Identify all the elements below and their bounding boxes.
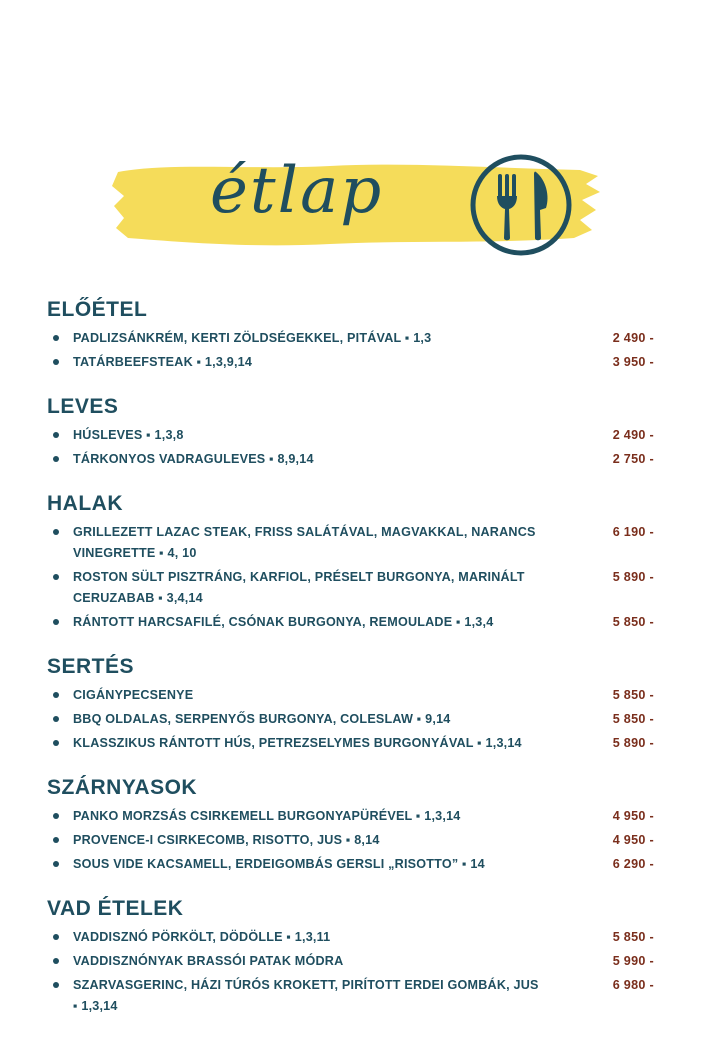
dish-price: 2 490 - bbox=[612, 331, 654, 345]
menu-section bbox=[46, 395, 666, 470]
dish-price: 6 290 - bbox=[612, 857, 654, 871]
menu-item bbox=[46, 733, 666, 754]
dish-name: PROVENCE-I CSIRKECOMB, RISOTTO, JUS ▪ 8,14 bbox=[73, 833, 380, 847]
menu-list bbox=[46, 298, 666, 1039]
menu-item bbox=[46, 927, 666, 948]
dish-name: SZARVASGERINC, HÁZI TÚRÓS KROKETT, PIRÍTOTT ERDEI GOMBÁK, JUS ▪ 1,3,14 bbox=[73, 978, 539, 1013]
bullet-icon bbox=[53, 692, 59, 698]
dish-name: CIGÁNYPECSENYE bbox=[73, 688, 194, 702]
bullet-icon bbox=[53, 619, 59, 625]
bullet-icon bbox=[53, 982, 59, 988]
bullet-icon bbox=[53, 456, 59, 462]
dish-price: 2 490 - bbox=[612, 428, 654, 442]
menu-section bbox=[46, 655, 666, 754]
dish-price: 4 950 - bbox=[612, 809, 654, 823]
section-title: SERTÉS bbox=[47, 655, 135, 678]
bullet-icon bbox=[53, 529, 59, 535]
bullet-icon bbox=[53, 432, 59, 438]
section-title: LEVES bbox=[47, 395, 119, 418]
bullet-icon bbox=[53, 716, 59, 722]
dish-name: TÁRKONYOS VADRAGULEVES ▪ 8,9,14 bbox=[73, 452, 314, 466]
menu-header bbox=[110, 140, 610, 270]
bullet-icon bbox=[53, 740, 59, 746]
menu-item bbox=[46, 449, 666, 470]
dish-price: 5 890 - bbox=[612, 570, 654, 584]
menu-section bbox=[46, 897, 666, 1017]
menu-item bbox=[46, 975, 666, 1017]
dish-name: ROSTON SÜLT PISZTRÁNG, KARFIOL, PRÉSELT BURGONYA, MARINÁLT CERUZABAB ▪ 3,4,14 bbox=[73, 570, 525, 605]
fork-knife-icon bbox=[466, 150, 576, 260]
dish-name: PADLIZSÁNKRÉM, KERTI ZÖLDSÉGEKKEL, PITÁVAL ▪ 1,3 bbox=[73, 331, 432, 345]
dish-price: 2 750 - bbox=[612, 452, 654, 466]
dish-price: 5 890 - bbox=[612, 736, 654, 750]
dish-name: KLASSZIKUS RÁNTOTT HÚS, PETREZSELYMES BURGONYÁVAL ▪ 1,3,14 bbox=[73, 736, 522, 750]
dish-name: VADDISZNÓNYAK BRASSÓI PATAK MÓDRA bbox=[73, 954, 344, 968]
bullet-icon bbox=[53, 861, 59, 867]
dish-price: 5 990 - bbox=[612, 954, 654, 968]
menu-item bbox=[46, 685, 666, 706]
dish-price: 6 190 - bbox=[612, 525, 654, 539]
dish-name: VADDISZNÓ PÖRKÖLT, DÖDÖLLE ▪ 1,3,11 bbox=[73, 930, 331, 944]
bullet-icon bbox=[53, 934, 59, 940]
menu-title: étlap bbox=[210, 154, 384, 228]
menu-item bbox=[46, 951, 666, 972]
dish-name: RÁNTOTT HARCSAFILÉ, CSÓNAK BURGONYA, REMOULADE ▪ 1,3,4 bbox=[73, 615, 494, 629]
dish-price: 5 850 - bbox=[612, 712, 654, 726]
menu-item bbox=[46, 709, 666, 730]
dish-price: 4 950 - bbox=[612, 833, 654, 847]
dish-price: 5 850 - bbox=[612, 688, 654, 702]
dish-name: SOUS VIDE KACSAMELL, ERDEIGOMBÁS GERSLI „RISOTTO” ▪ 14 bbox=[73, 857, 485, 871]
dish-name: GRILLEZETT LAZAC STEAK, FRISS SALÁTÁVAL, MAGVAKKAL, NARANCS VINEGRETTE ▪ 4, 10 bbox=[73, 525, 536, 560]
dish-name: BBQ OLDALAS, SERPENYŐS BURGONYA, COLESLAW ▪ 9,14 bbox=[73, 712, 451, 726]
section-title: HALAK bbox=[47, 492, 123, 515]
menu-item bbox=[46, 567, 666, 609]
menu-item bbox=[46, 328, 666, 349]
menu-item bbox=[46, 522, 666, 564]
menu-item bbox=[46, 806, 666, 827]
section-title: ELŐÉTEL bbox=[47, 298, 148, 321]
dish-name: PANKO MORZSÁS CSIRKEMELL BURGONYAPÜRÉVEL ▪ 1,3,14 bbox=[73, 809, 461, 823]
menu-item bbox=[46, 854, 666, 875]
bullet-icon bbox=[53, 335, 59, 341]
section-title: SZÁRNYASOK bbox=[47, 776, 198, 799]
bullet-icon bbox=[53, 958, 59, 964]
menu-section bbox=[46, 776, 666, 875]
menu-item bbox=[46, 830, 666, 851]
bullet-icon bbox=[53, 359, 59, 365]
dish-price: 3 950 - bbox=[612, 355, 654, 369]
section-title: VAD ÉTELEK bbox=[47, 897, 184, 920]
bullet-icon bbox=[53, 574, 59, 580]
dish-price: 5 850 - bbox=[612, 930, 654, 944]
menu-item bbox=[46, 612, 666, 633]
menu-section bbox=[46, 492, 666, 633]
menu-section bbox=[46, 298, 666, 373]
dish-name: TATÁRBEEFSTEAK ▪ 1,3,9,14 bbox=[73, 355, 253, 369]
dish-price: 6 980 - bbox=[612, 978, 654, 992]
menu-item bbox=[46, 425, 666, 446]
bullet-icon bbox=[53, 837, 59, 843]
dish-name: HÚSLEVES ▪ 1,3,8 bbox=[73, 428, 184, 442]
menu-item bbox=[46, 352, 666, 373]
bullet-icon bbox=[53, 813, 59, 819]
dish-price: 5 850 - bbox=[612, 615, 654, 629]
